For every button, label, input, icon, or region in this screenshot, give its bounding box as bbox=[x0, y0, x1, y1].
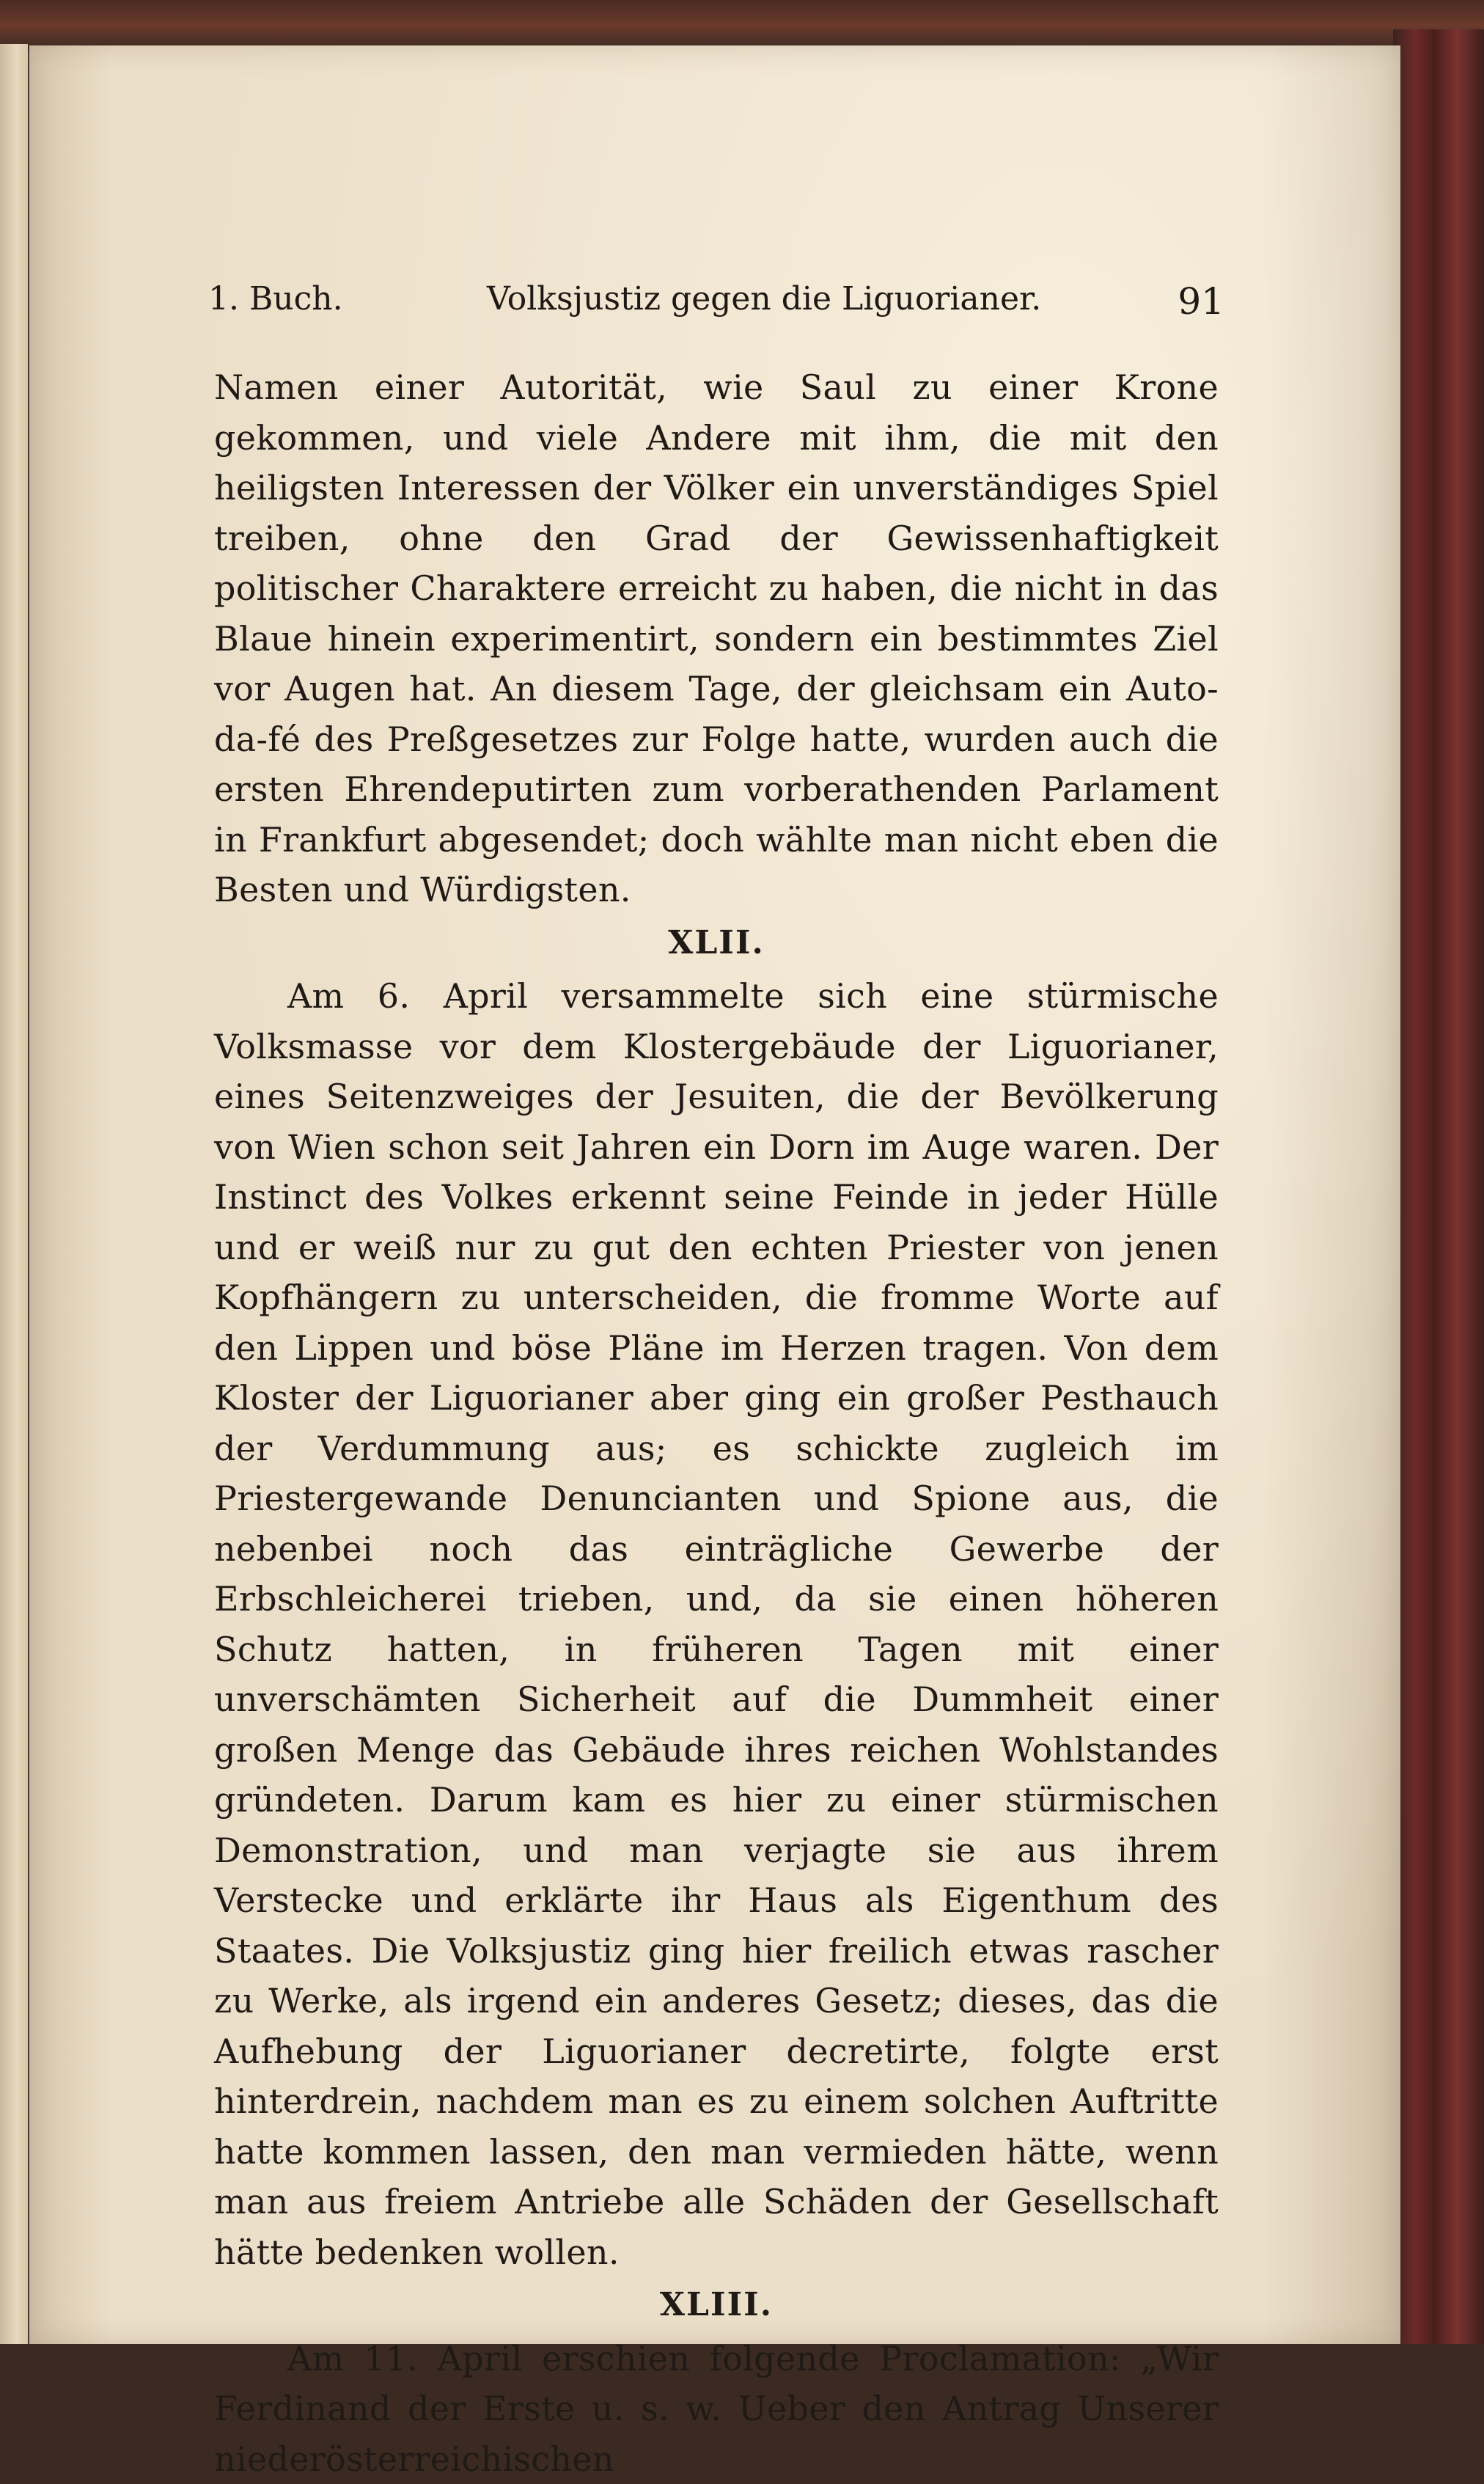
book-page bbox=[29, 45, 1400, 2344]
header-book-label: 1. Buch. bbox=[208, 280, 343, 318]
paragraph-continued: Namen einer Autorität, wie Saul zu einer Krone gekommen, und viele Andere mit ihm, die mit den heiligsten Interessen der Völker ein unverständiges Spiel treiben, ohne den Grad der Gewissenhaftigkeit politischer Charaktere erreicht zu haben, die nicht in das Blaue hinein experimentirt, sondern ein bestimmtes Ziel vor Augen hat. An diesem Tage, der gleichsam ein Auto-da-fé des Preßgesetzes zur Folge hatte, wurden auch die ersten Ehrendeputirten zum vorberathenden Parlament in Frankfurt abgesendet; doch wählte man nicht eben die Besten und Würdigsten. bbox=[214, 362, 1219, 915]
book-cover-top-edge bbox=[0, 0, 1484, 51]
facing-page-edge bbox=[0, 44, 28, 2344]
running-header bbox=[208, 280, 1224, 324]
section-heading-xlii: XLII. bbox=[214, 915, 1219, 972]
book-spine-binding bbox=[1393, 29, 1484, 2344]
paragraph-april-6: Am 6. April versammelte sich eine stürmische Volksmasse vor dem Klostergebäude der Liguorianer, eines Seitenzweiges der Jesuiten, die der Bevölkerung von Wien schon seit Jahren ein Dorn im Auge waren. Der Instinct des Volkes erkennt seine Feinde in jeder Hülle und er weiß nur zu gut den echten Priester von jenen Kopfhängern zu unterscheiden, die fromme Worte auf den Lippen und böse Pläne im Herzen tragen. Von dem Kloster der Liguorianer aber ging ein großer Pesthauch der Verdummung aus; es schickte zugleich im Priestergewande Denuncianten und Spione aus, die nebenbei noch das einträgliche Gewerbe der Erbschleicherei trieben, und, da sie einen höheren Schutz hatten, in früheren Tagen mit einer unverschämten Sicherheit auf die Dummheit einer großen Menge das Gebäude ihres reichen Wohlstandes gründeten. Darum kam es hier zu einer stürmischen Demonstration, und man verjagte sie aus ihrem Verstecke und erklärte ihr Haus als Eigenthum des Staates. Die Volksjustiz ging hier freilich etwas rascher zu Werke, als irgend ein anderes Gesetz; dieses, das die Aufhebung der Liguorianer decretirte, folgte erst hinterdrein, nachdem man es zu einem solchen Auftritte hatte kommen lassen, den man vermieden hätte, wenn man aus freiem Antriebe alle Schäden der Gesellschaft hätte bedenken wollen. bbox=[214, 971, 1219, 2277]
section-heading-xliii: XLIII. bbox=[214, 2277, 1219, 2334]
header-title: Volksjustiz gegen die Liguorianer. bbox=[487, 280, 1041, 318]
page-number: 91 bbox=[1178, 280, 1224, 323]
paragraph-april-11: Am 11. April erschien folgende Proclamation: „Wir Ferdinand der Erste u. s. w. Ueber den Antrag Unserer niederösterreichischen bbox=[214, 2334, 1219, 2484]
body-text bbox=[214, 362, 1219, 2484]
